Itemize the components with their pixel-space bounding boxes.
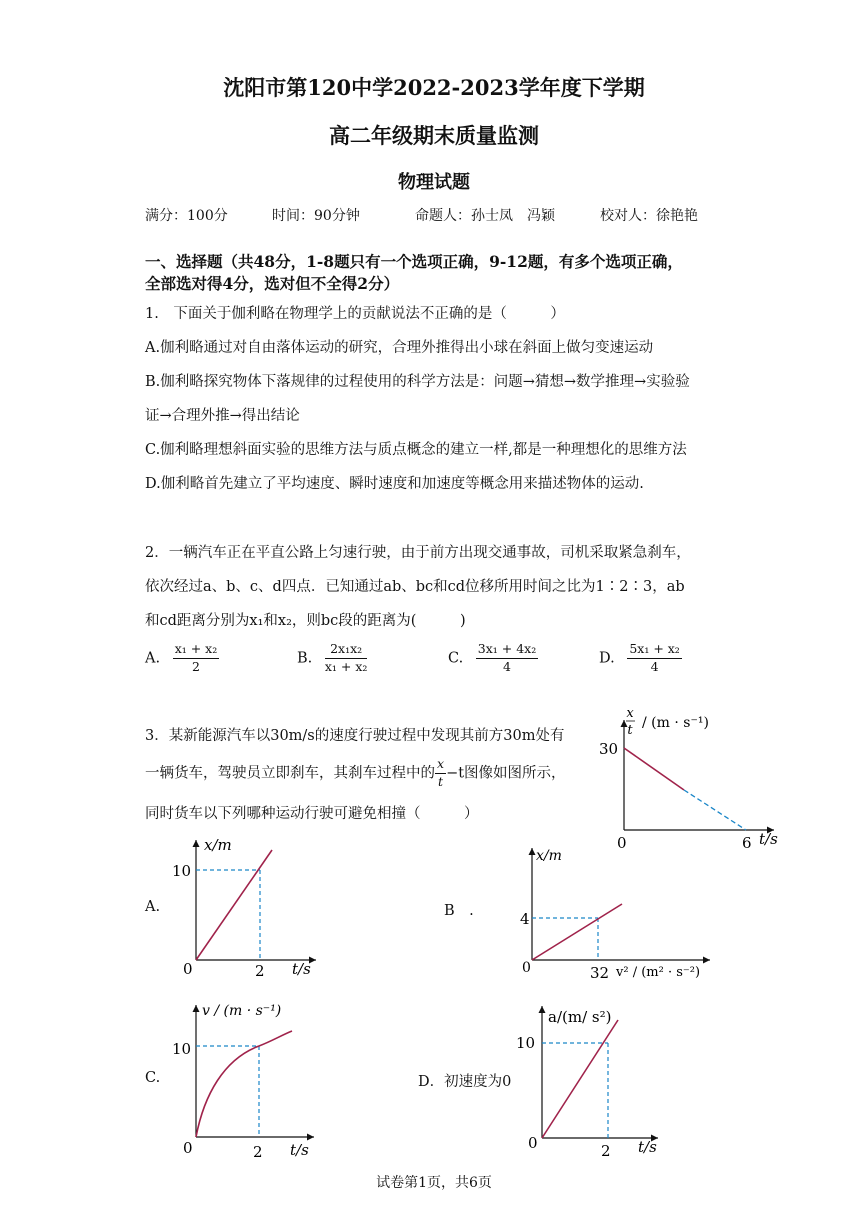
svg-text:32: 32 <box>590 964 610 982</box>
solid-segment <box>624 748 684 790</box>
q3-main-graph <box>596 700 786 860</box>
checker-info: 校对人：徐艳艳 <box>600 208 698 224</box>
q1-option-b-cont: 证→合理外推→得出结论 <box>145 408 300 424</box>
svg-text:4: 4 <box>520 910 530 928</box>
svg-text:10: 10 <box>172 862 192 880</box>
svg-text:10: 10 <box>172 1040 192 1058</box>
page-footer: 试卷第1页，共6页 <box>376 1175 492 1191</box>
q1-option-c: C.伽利略理想斜面实验的思维方法与质点概念的建立一样,都是一种理想化的思维方法 <box>145 442 687 458</box>
svg-text:t/s: t/s <box>638 1138 657 1156</box>
q2-line2: 依次经过a、b、c、d四点．已知通过ab、bc和cd位移所用时间之比为1∶2∶3，ab <box>145 579 685 595</box>
q3-option-c-graph <box>168 995 328 1165</box>
q1-option-d: D.伽利略首先建立了平均速度、瞬时速度和加速度等概念用来描述物体的运动. <box>145 476 644 492</box>
q1-option-b: B.伽利略探究物体下落规律的过程使用的科学方法是：问题→猜想→数学推理→实验验 <box>145 374 690 390</box>
exam-subtitle: 高二年级期末质量监测 <box>329 123 539 148</box>
dashed-segment <box>684 790 746 830</box>
svg-text:0: 0 <box>528 1134 538 1152</box>
q2-line3: 和cd距离分别为x₁和x₂，则bc段的距离为( ) <box>145 613 466 629</box>
q2-option-b: B. $\frac{\text{2x₁x₂}}{\text{x₁ + x₂}}$ <box>297 641 368 674</box>
q3-option-b-graph <box>510 840 720 985</box>
q3-line1: 3．某新能源汽车以30m/s的速度行驶过程中发现其前方30m处有 <box>145 728 565 744</box>
svg-text:x/m: x/m <box>204 836 232 854</box>
svg-text:t/s: t/s <box>290 1141 309 1159</box>
subject-title: 物理试题 <box>398 172 470 193</box>
q3-option-d-graph <box>512 998 672 1163</box>
q3-option-a-label: A. <box>145 899 161 915</box>
setter-info: 命题人：孙士凤 冯颖 <box>415 208 555 224</box>
q3-line2: 一辆货车，驾驶员立即刹车，其刹车过程中的 $\frac{x}{t}$ −t图像如图所示， <box>145 756 566 789</box>
q1-option-a: A.伽利略通过对自由落体运动的研究，合理外推得出小球在斜面上做匀变速运动 <box>145 340 654 356</box>
section-heading-cont: 全部选对得4分，选对但不全得2分） <box>145 274 400 293</box>
q3-option-b-label: B . <box>444 903 474 919</box>
svg-text:0: 0 <box>183 1139 193 1157</box>
svg-text:v² / (m² · s⁻²): v² / (m² · s⁻²) <box>616 965 701 980</box>
time-info: 时间：90分钟 <box>272 208 360 224</box>
svg-text:2: 2 <box>253 1143 263 1161</box>
svg-text:30: 30 <box>599 740 619 758</box>
q2-option-d: D. $\frac{\text{5x₁ + x₂}}{4}$ <box>599 641 680 674</box>
score-info: 满分：100分 <box>145 208 228 224</box>
svg-text:v / (m · s⁻¹): v / (m · s⁻¹) <box>202 1003 282 1019</box>
svg-text:/ (m · s⁻¹): / (m · s⁻¹) <box>642 715 709 731</box>
q1-stem: 1. 下面关于伽利略在物理学上的贡献说法不正确的是（ ） <box>145 306 565 322</box>
exam-title: 沈阳市第120中学2022-2023学年度下学期 <box>223 75 645 100</box>
svg-text:6: 6 <box>742 834 752 852</box>
svg-text:x: x <box>626 706 634 721</box>
svg-text:t/s: t/s <box>292 960 311 978</box>
svg-text:t: t <box>627 723 633 738</box>
q2-option-a: A. $\frac{\text{x₁ + x₂}}{2}$ <box>145 641 218 674</box>
section-heading: 一、选择题（共48分，1-8题只有一个选项正确，9-12题，有多个选项正确， <box>145 252 683 271</box>
svg-text:a/(m/ s²): a/(m/ s²) <box>548 1008 612 1026</box>
svg-text:2: 2 <box>255 962 265 980</box>
q3-line3: 同时货车以下列哪种运动行驶可避免相撞（ ） <box>145 806 479 822</box>
q2-line1: 2．一辆汽车正在平直公路上匀速行驶，由于前方出现交通事故，司机采取紧急刹车， <box>145 545 691 561</box>
svg-text:t/s: t/s <box>759 830 778 848</box>
svg-text:0: 0 <box>183 960 193 978</box>
q3-option-a-graph <box>168 830 328 980</box>
svg-text:0: 0 <box>522 960 531 976</box>
q3-option-d-label: D．初速度为0 <box>418 1074 512 1090</box>
q2-option-c: C. $\frac{\text{3x₁ + 4x₂}}{4}$ <box>448 641 537 674</box>
svg-text:x/m: x/m <box>536 848 562 864</box>
svg-text:0: 0 <box>617 834 627 852</box>
q3-option-c-label: C. <box>145 1070 161 1086</box>
svg-text:2: 2 <box>601 1142 611 1160</box>
svg-text:10: 10 <box>516 1034 536 1052</box>
